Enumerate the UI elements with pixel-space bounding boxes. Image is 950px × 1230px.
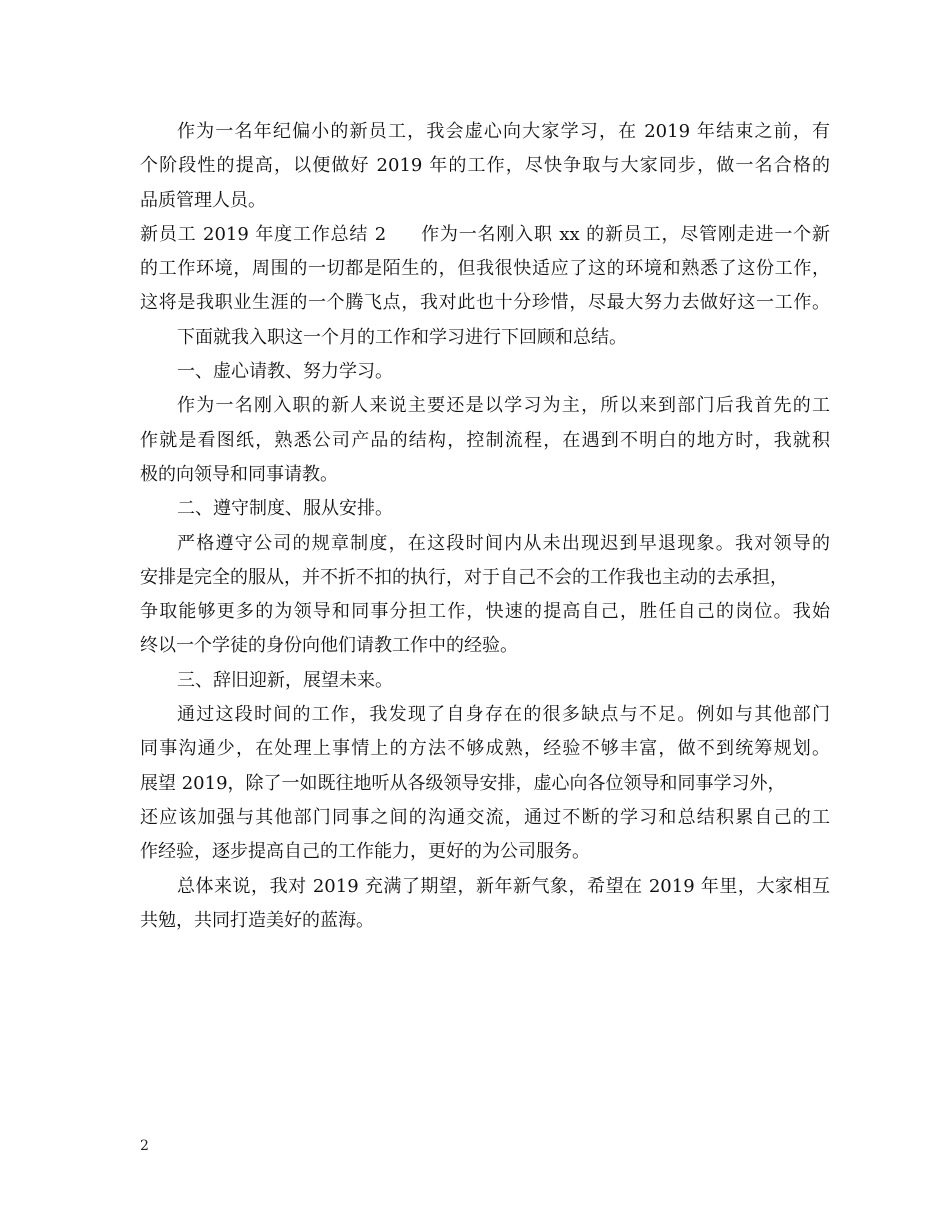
- subheading-line: 三、辞旧迎新，展望未来。: [177, 669, 393, 691]
- text-line: 共勉，共同打造美好的蓝海。: [140, 909, 374, 931]
- text-line: 还应该加强与其他部门同事之间的沟通交流，通过不断的学习和总结积累自己的工: [140, 806, 830, 828]
- text-line: 安排是完全的服从，并不折不扣的执行，对于自己不会的工作我也主动的去承担，: [140, 566, 788, 588]
- text-line: 作经验，逐步提高自己的工作能力，更好的为公司服务。: [140, 841, 590, 863]
- document-body: [140, 115, 830, 938]
- text-line: 通过这段时间的工作，我发现了自身存在的很多缺点与不足。例如与其他部门: [177, 704, 830, 726]
- text-line: 严格遵守公司的规章制度，在这段时间内从未出现迟到早退现象。我对领导的: [177, 532, 830, 554]
- text-line: 下面就我入职这一个月的工作和学习进行下回顾和总结。: [177, 326, 627, 348]
- text-line: 个阶段性的提高，以便做好 2019 年的工作，尽快争取与大家同步，做一名合格的: [140, 155, 830, 177]
- text-line: 极的向领导和同事请教。: [140, 463, 338, 485]
- subheading-line: 一、虚心请教、努力学习。: [177, 361, 393, 383]
- text-line: 展望 2019，除了一如既往地听从各级领导安排，虚心向各位领导和同事学习外，: [140, 772, 786, 794]
- text-line: 作就是看图纸，熟悉公司产品的结构，控制流程，在遇到不明白的地方时，我就积: [140, 429, 830, 451]
- text-line: 品质管理人员。: [140, 189, 266, 211]
- text-line: 争取能够更多的为领导和同事分担工作，快速的提高自己，胜任自己的岗位。我始: [140, 601, 830, 623]
- text-line: 作为一名刚入职的新人来说主要还是以学习为主，所以来到部门后我首先的工: [177, 395, 830, 417]
- text-line: 的工作环境，周围的一切都是陌生的，但我很快适应了这的环境和熟悉了这份工作，: [140, 258, 830, 280]
- text-line: 作为一名年纪偏小的新员工，我会虚心向大家学习，在 2019 年结束之前，有: [177, 121, 830, 142]
- text-line: 终以一个学徒的身份向他们请教工作中的经验。: [140, 635, 518, 657]
- page-number: 2: [140, 1138, 149, 1154]
- text-line: 总体来说，我对 2019 充满了期望，新年新气象，希望在 2019 年里，大家相互: [177, 875, 830, 897]
- section-title: 新员工 2019 年度工作总结 2: [140, 223, 387, 245]
- text-line: 作为一名刚入职 xx 的新员工，尽管刚走进一个新: [420, 223, 830, 245]
- subheading-line: 二、遵守制度、服从安排。: [177, 498, 393, 520]
- text-line: 同事沟通少，在处理上事情上的方法不够成熟，经验不够丰富，做不到统筹规划。: [140, 738, 830, 760]
- section-heading-line: [140, 218, 830, 252]
- text-line: 这将是我职业生涯的一个腾飞点，我对此也十分珍惜，尽最大努力去做好这一工作。: [140, 292, 830, 314]
